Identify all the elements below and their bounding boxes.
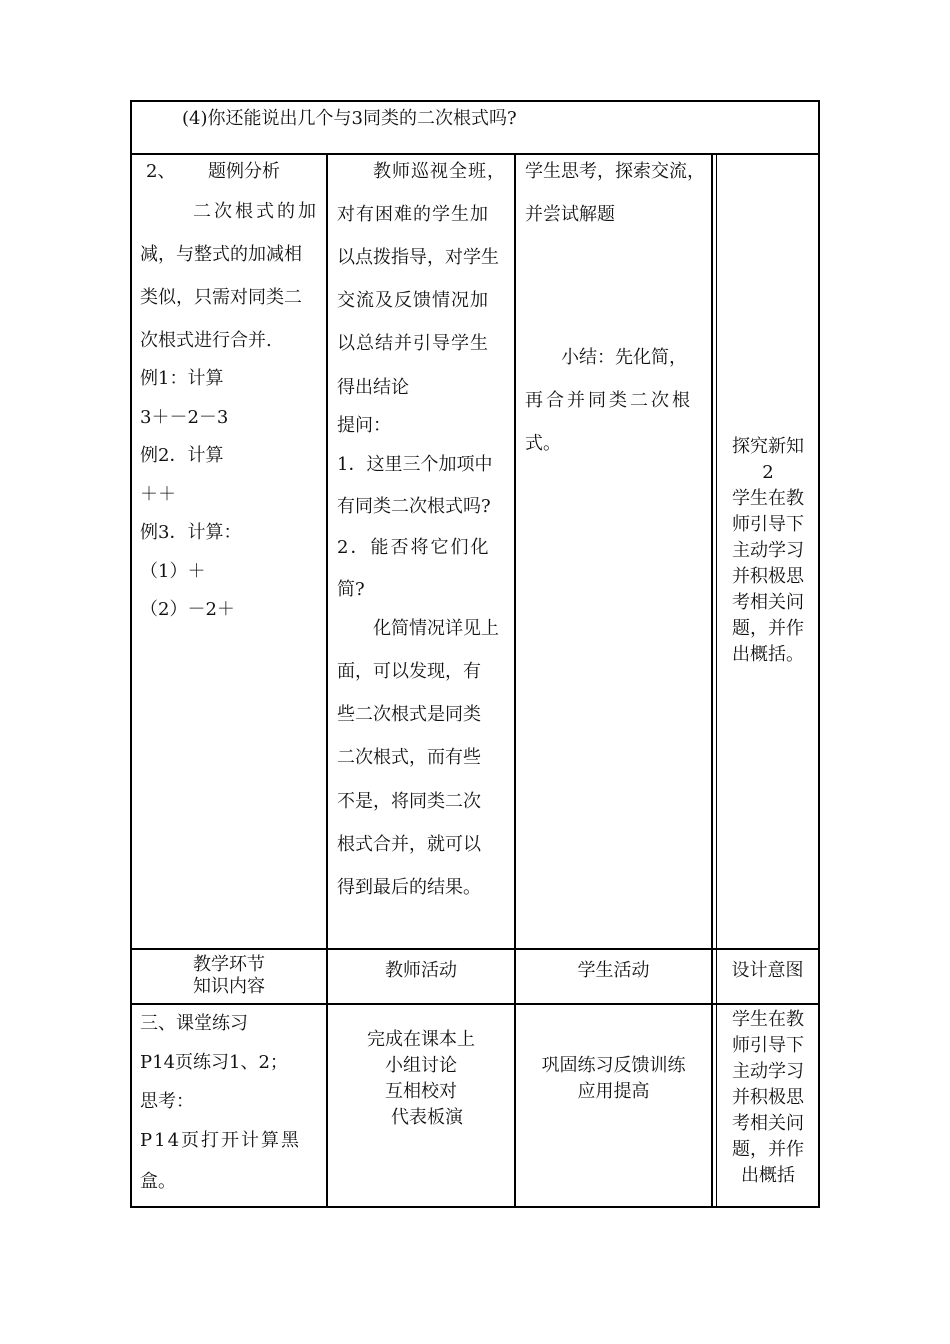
teacher-summary: 得到最后的结果。 [337,877,481,898]
teacher-question: 简? [337,579,365,600]
example-line: （1）＋ [140,561,206,582]
intro-question: (4)你还能说出几个与3同类的二次根式吗? [182,108,517,129]
teacher-summary: 不是，将同类二次 [337,791,481,812]
teacher-line: 得出结论 [337,377,409,398]
teacher-line: 以总结并引导学生 [337,333,489,354]
example-line: 3＋－2－3 [140,407,229,428]
teacher-question: 2．能否将它们化 [337,537,491,558]
example-line: 例3．计算： [140,522,242,543]
student-line: 并尝试解题 [525,204,615,225]
design-line: 并积极思 [732,566,804,587]
design-intent-cell [718,434,818,668]
section3-design-line: 主动学习 [732,1061,804,1082]
section2-para-line: 减，与整式的加减相 [140,244,302,265]
table-border-top [130,100,820,102]
section3-teacher-line: 完成在课本上 [367,1029,475,1050]
student-line: 学生思考，探索交流， [525,161,705,182]
section3-student-line: 应用提高 [577,1081,650,1102]
teacher-line: 对有困难的学生加 [337,204,489,225]
header-col1-line1: 教学环节 [193,954,265,975]
design-line: 主动学习 [732,540,804,561]
summary-line: 再合并同类二次根 [525,390,693,411]
design-line: 题，并作 [732,618,804,639]
section3-teacher-line: 互相校对 [385,1081,457,1102]
design-line: 探究新知 [732,436,804,457]
teacher-summary: 二次根式，而有些 [337,747,481,768]
section3-line: 盒。 [140,1171,176,1192]
design-line: 考相关问 [732,592,804,613]
section3-design-line: 考相关问 [732,1113,804,1134]
col-divider-2 [514,153,516,1206]
section3-student-line: 巩固练习反馈训练 [541,1055,686,1076]
header-col1 [132,954,326,998]
teacher-question: 有同类二次根式吗? [337,496,491,517]
example-line: （2）－2＋ [140,599,235,620]
section3-design-line: 师引导下 [732,1035,804,1056]
section2-number: 2、 [146,161,176,182]
design-line: 学生在教 [732,488,804,509]
teacher-summary: 面，可以发现，有 [337,661,481,682]
table-border-left [130,100,132,1208]
header-col3: 学生活动 [577,960,650,981]
design-line: 师引导下 [732,514,804,535]
teacher-summary: 根式合并，就可以 [337,834,481,855]
section3-student-cell [516,1053,711,1105]
section3-line: P14页练习1、2； [140,1052,288,1073]
section3-teacher-cell [328,1027,514,1131]
section2-title: 题例分析 [208,161,280,182]
section2-para-line: 类似，只需对同类二 [140,287,302,308]
design-line: 出概括。 [732,644,804,665]
col-divider-3 [711,153,713,1206]
example-line: 例1：计算 [140,368,224,389]
teacher-line: 交流及反馈情况加 [337,290,489,311]
table-border-bottom [130,1206,820,1208]
section3-design-cell [718,1007,818,1189]
table-border-right [818,100,820,1208]
summary-line: 式。 [525,433,561,454]
teacher-summary: 化简情况详见上 [373,618,499,639]
header-col2: 教师活动 [385,960,457,981]
summary-line: 小结：先化简， [561,347,687,368]
section3-line: 三、课堂练习 [140,1013,248,1034]
header-col1-line2: 知识内容 [193,976,265,997]
header-col4: 设计意图 [731,960,804,981]
section3-teacher-line: 代表板演 [391,1107,463,1128]
section3-line: P14页打开计算黑 [140,1130,302,1151]
teacher-ask: 提问： [337,415,391,436]
section3-design-line: 出概括 [741,1165,795,1186]
design-line: 2 [762,462,774,483]
section3-teacher-line: 小组讨论 [385,1055,457,1076]
col-divider-3b [716,153,717,1206]
teacher-line: 以点拨指导，对学生 [337,247,499,268]
section3-design-line: 学生在教 [732,1009,804,1030]
teacher-question: 1．这里三个加项中 [337,454,493,475]
section2-para-line: 二次根式的加 [193,201,319,222]
example-line: 例2．计算 [140,445,224,466]
section2-para-line: 次根式进行合并. [140,330,272,351]
example-line: ＋＋ [140,484,176,505]
teacher-line: 教师巡视全班， [373,161,506,182]
section3-design-line: 并积极思 [732,1087,804,1108]
section3-design-line: 题，并作 [732,1139,804,1160]
teacher-summary: 些二次根式是同类 [337,704,481,725]
section3-line: 思考： [140,1091,194,1112]
